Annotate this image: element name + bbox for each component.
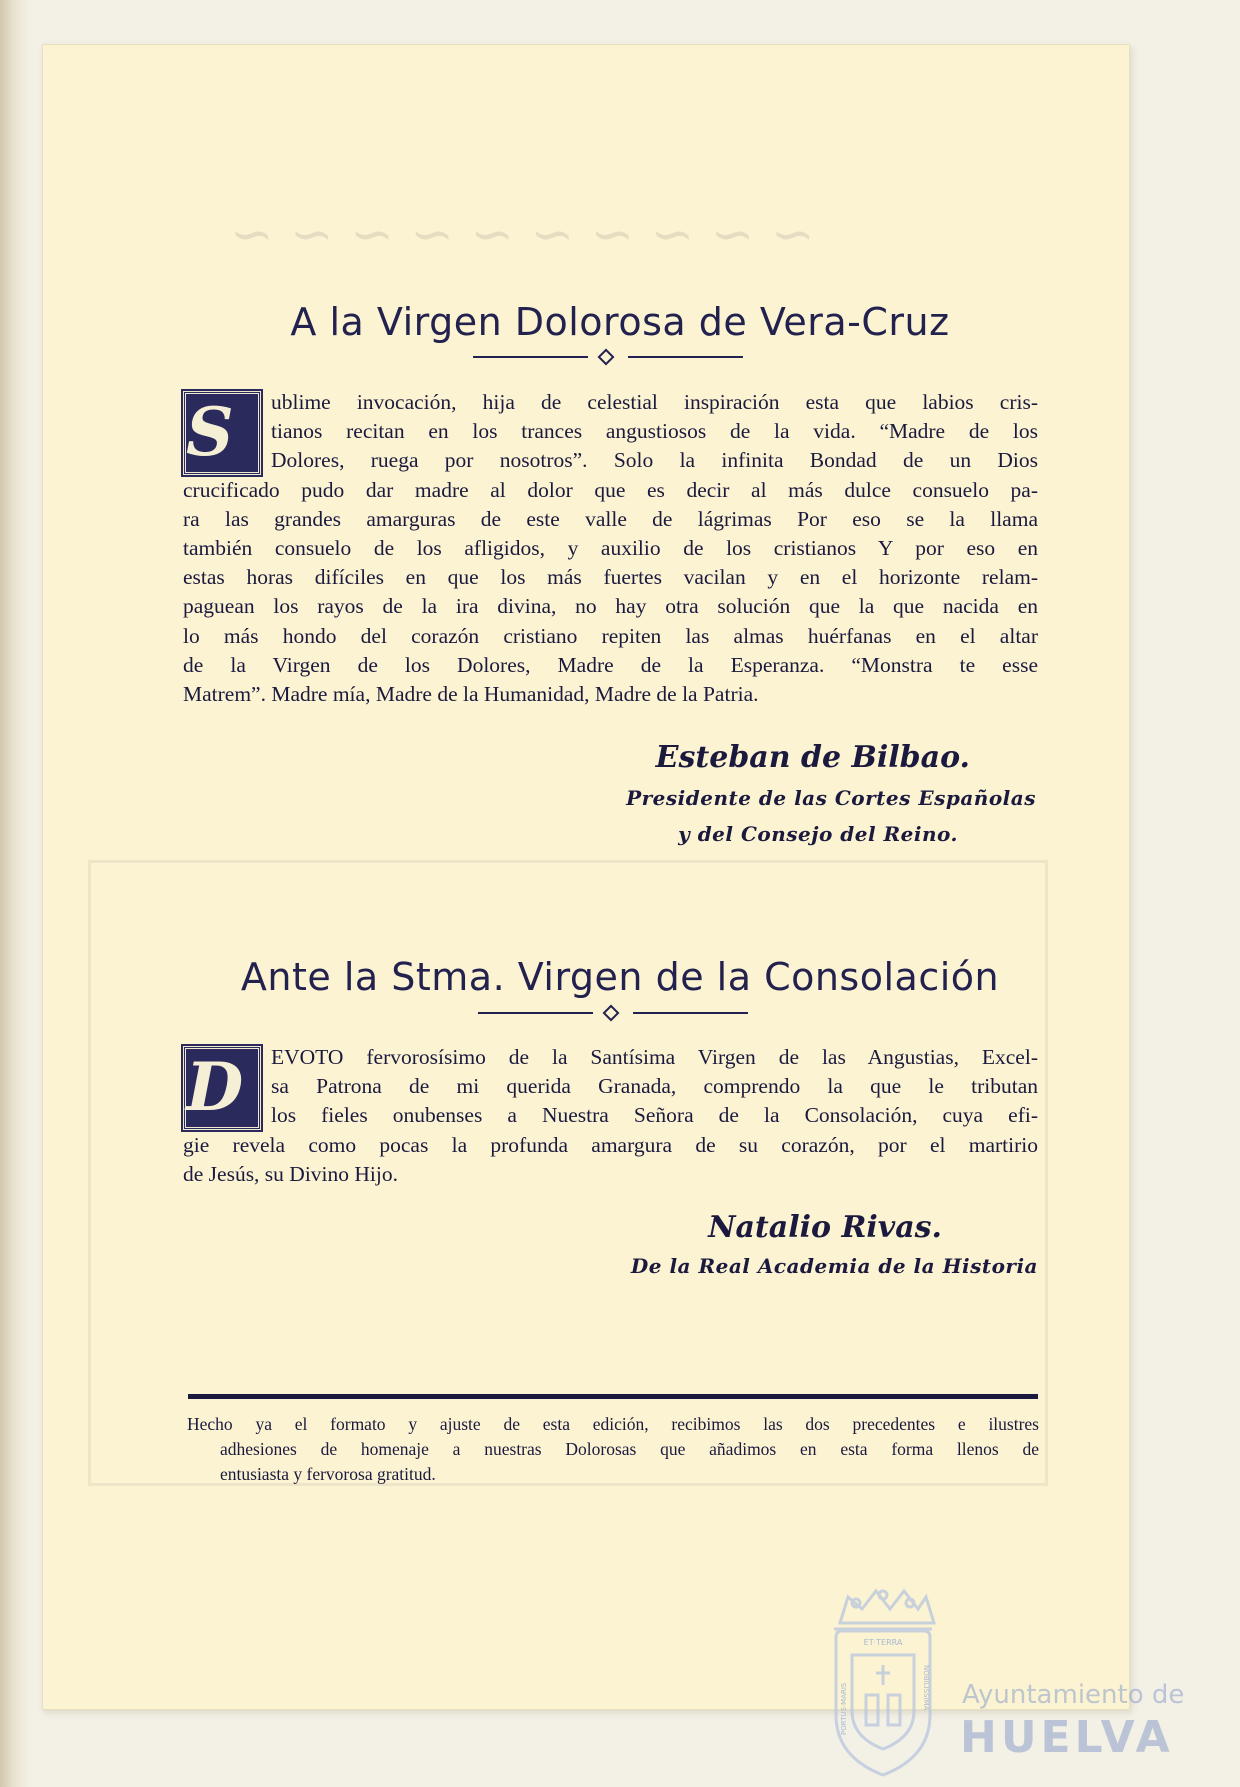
text-line: de la Virgen de los Dolores, Madre de la Esperanza. “Monstra te esse <box>183 652 1038 677</box>
dropcap-d: D <box>183 1046 261 1130</box>
footnote-line: adhesiones de homenaje a nuestras Dolorosas que añadimos en esta forma llenos de <box>220 1439 1039 1459</box>
show-through-heading: ~ ~ ~ ~ ~ ~ ~ ~ ~ ~ <box>230 205 815 265</box>
text-line: ra las grandes amarguras de este valle de lágrimas Por eso se la llama <box>183 506 1038 531</box>
section1-body <box>183 388 1038 709</box>
section2-role-line1: De la Real Academia de la Historia <box>630 1254 1038 1278</box>
text-line: de Jesús, su Divino Hijo. <box>183 1161 398 1186</box>
text-line: paguean los rayos de la ira divina, no hay otra solución que la que nacida en <box>183 594 1038 619</box>
dropcap-s: S <box>183 391 261 475</box>
section1-signature: Esteban de Bilbao. <box>655 740 970 775</box>
section2-body <box>183 1043 1038 1189</box>
footnote-line: Hecho ya el formato y ajuste de esta edición, recibimos las dos precedentes e ilustres <box>187 1414 1039 1434</box>
section1-role-line1: Presidente de las Cortes Españolas <box>626 786 1036 810</box>
huelva-seal-icon <box>826 1585 940 1780</box>
text-line: los fieles onubenses a Nuestra Señora de la Consolación, cuya efi- <box>271 1103 1038 1128</box>
text-line: estas horas difíciles en que los más fuertes vacilan y en el horizonte relam- <box>183 565 1038 590</box>
book-binding <box>0 0 28 1787</box>
section2-signature: Natalio Rivas. <box>708 1210 942 1245</box>
watermark-line1: Ayuntamiento de <box>962 1680 1185 1710</box>
seal-motto-right: NOBILISSIMA <box>922 1665 930 1711</box>
section1-role-line2: y del Consejo del Reino. <box>678 822 958 846</box>
footnote-rule <box>188 1394 1038 1399</box>
section2-ornament <box>478 1006 748 1020</box>
text-line: gie revela como pocas la profunda amargura de su corazón, por el martirio <box>183 1132 1038 1157</box>
text-line: Matrem”. Madre mía, Madre de la Humanidad, Madre de la Patria. <box>183 682 759 707</box>
watermark-line2: HUELVA <box>960 1712 1174 1763</box>
text-line: Dolores, ruega por nosotros”. Solo la infinita Bondad de un Dios <box>271 448 1038 473</box>
text-line: también consuelo de los afligidos, y auxilio de los cristianos Y por eso en <box>183 536 1038 561</box>
seal-motto-top: ET·TERRA <box>863 1638 903 1647</box>
footnote-line: entusiasta y fervorosa gratitud. <box>220 1464 436 1484</box>
text-line: crucificado pudo dar madre al dolor que es decir al más dulce consuelo pa- <box>183 477 1038 502</box>
text-line: ublime invocación, hija de celestial inspiración esta que labios cris- <box>271 390 1038 414</box>
text-line: lo más hondo del corazón cristiano repiten las almas huérfanas en el altar <box>183 623 1038 648</box>
section1-heading: A la Virgen Dolorosa de Vera-Cruz <box>290 300 950 344</box>
section1-ornament <box>473 350 743 364</box>
section2-heading: Ante la Stma. Virgen de la Consolación <box>240 955 1000 999</box>
text-line: EVOTO fervorosísimo de la Santísima Virgen de las Angustias, Excel- <box>271 1045 1038 1069</box>
footnote <box>187 1412 1039 1487</box>
text-line: tianos recitan en los trances angustiosos de la vida. “Madre de los <box>271 419 1038 444</box>
text-line: sa Patrona de mi querida Granada, comprendo la que le tributan <box>271 1074 1038 1099</box>
seal-motto-left: PORTUS·MARIS <box>840 1682 848 1735</box>
